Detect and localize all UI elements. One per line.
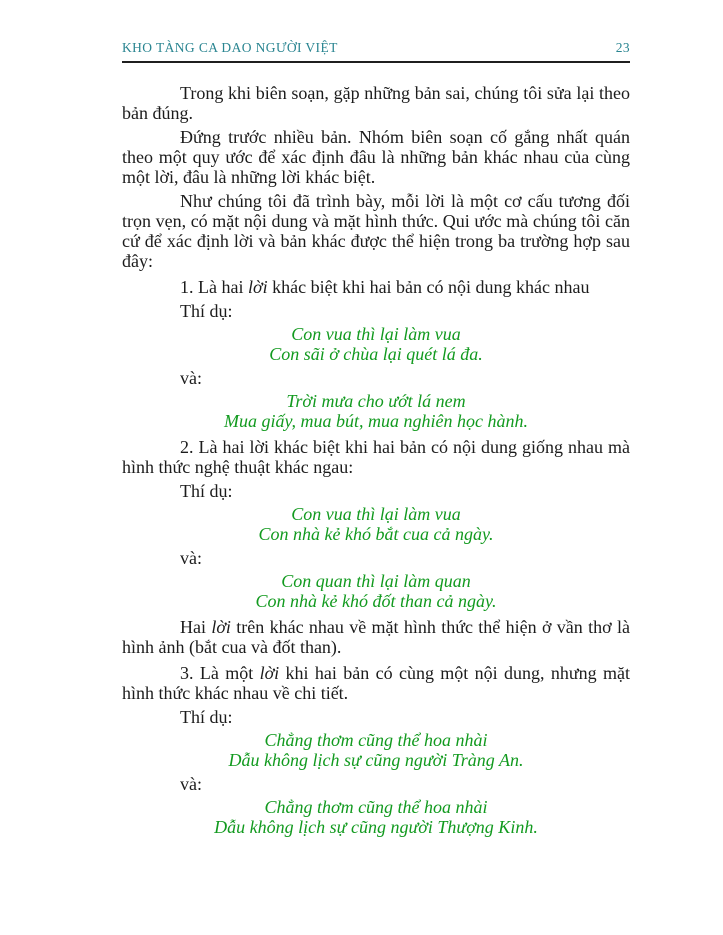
numbered-item-2: 2. Là hai lời khác biệt khi hai bản có nội dung giống nhau mà hình thức nghệ thuật khác ngau: [122,437,630,477]
paragraph-2: Đứng trước nhiều bản. Nhóm biên soạn cố gắng nhất quán theo một quy ước để xác định đâu là những bản khác nhau của cùng một lời, đâu là những lời khác biệt. [122,127,630,187]
paragraph-3: Như chúng tôi đã trình bày, mỗi lời là một cơ cấu tương đối trọn vẹn, có mặt nội dung và mặt hình thức. Qui ước mà chúng tôi căn cứ để xác định lời và bản khác được thể hiện trong ba trường hợp sau đây: [122,191,630,271]
emphasized-word: lời [259,663,280,683]
emphasized-word: lời [247,277,268,297]
and-label-2: và: [180,548,202,568]
verse-line: Dẫu không lịch sự cũng người Tràng An. [228,750,524,770]
verse-couplet-2 [122,391,630,431]
verse-couplet-1 [122,324,630,364]
verse-line: Mua giấy, mua bút, mua nghiên học hành. [224,411,528,431]
verse-line: Dẫu không lịch sự cũng người Thượng Kinh. [214,817,538,837]
and-label-1: và: [180,368,202,388]
example-label-2: Thí dụ: [180,481,233,501]
verse-line: Con nhà kẻ khó đốt than cả ngày. [255,591,497,611]
verse-couplet-4 [122,571,630,611]
numbered-item-3 [122,663,630,703]
example-label-3: Thí dụ: [180,707,233,727]
verse-line: Chẳng thơm cũng thể hoa nhài [264,797,488,817]
verse-line: Con vua thì lại làm vua [291,324,461,344]
emphasized-word: lời [211,617,231,637]
verse-line: Trời mưa cho ướt lá nem [286,391,466,411]
page-content [122,40,630,837]
text-run: 3. Là một [180,663,260,683]
text-run: Hai [180,617,212,637]
text-run: trên khác nhau về mặt hình thức thể hiện ở vần thơ là hình ảnh (bắt cua và đốt than). [122,617,630,657]
verse-couplet-3 [122,504,630,544]
verse-line: Con quan thì lại làm quan [281,571,471,591]
paragraph-4 [122,617,630,657]
text-run: 1. Là hai [180,277,248,297]
example-label-1: Thí dụ: [180,301,233,321]
and-label-3: và: [180,774,202,794]
text-run: khi hai bản có cùng một nội dung, nhưng mặt hình thức khác nhau về chi tiết. [122,663,630,703]
verse-line: Chẳng thơm cũng thể hoa nhài [264,730,488,750]
verse-couplet-5 [122,730,630,770]
numbered-item-1 [122,277,630,297]
page-header [122,40,630,63]
page-number: 23 [615,40,630,55]
page-body [122,83,630,837]
verse-couplet-6 [122,797,630,837]
verse-line: Con vua thì lại làm vua [291,504,461,524]
running-title: KHO TÀNG CA DAO NGƯỜI VIỆT [122,40,338,55]
text-run: khác biệt khi hai bản có nội dung khác nhau [267,277,590,297]
verse-line: Con sãi ở chùa lại quét lá đa. [269,344,483,364]
paragraph-1: Trong khi biên soạn, gặp những bản sai, chúng tôi sửa lại theo bản đúng. [122,83,630,123]
verse-line: Con nhà kẻ khó bắt cua cả ngày. [258,524,494,544]
